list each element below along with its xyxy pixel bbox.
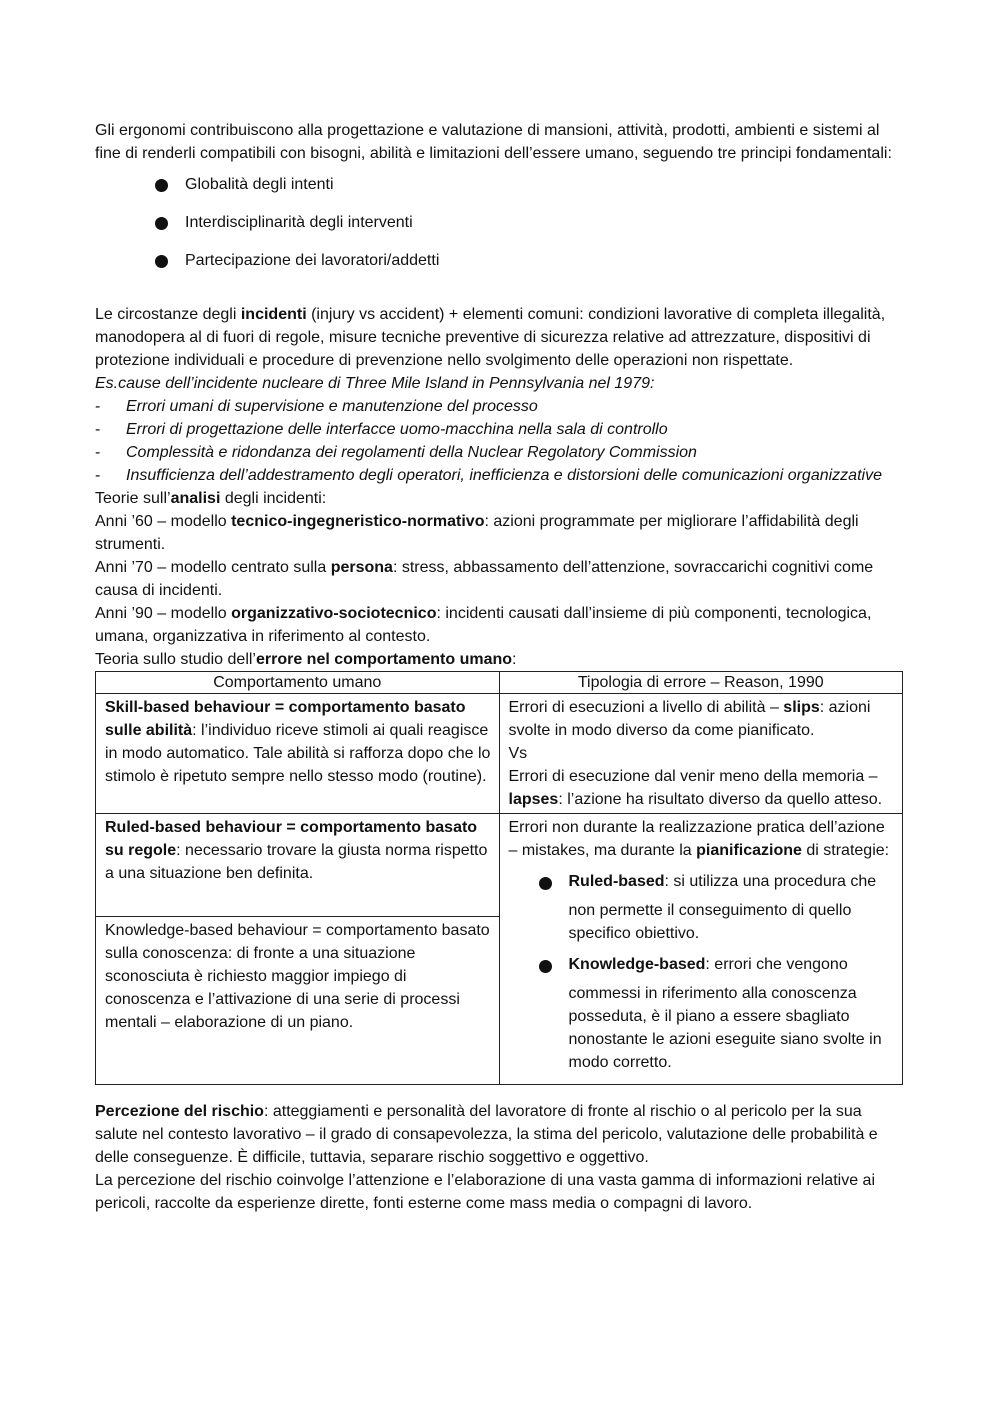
principles-list — [95, 173, 905, 272]
table-header-row — [96, 672, 903, 694]
bullet-icon — [155, 179, 168, 192]
theories-heading: Teorie sull’analisi degli incidenti: — [95, 490, 327, 507]
table-row — [96, 694, 903, 814]
error-table — [95, 671, 903, 1085]
example-title: Es.cause dell’incidente nucleare di Three Mile Island in Pennsylvania nel 1979: — [95, 375, 655, 392]
bullet-icon — [539, 877, 552, 890]
mistake-types-list — [509, 870, 895, 1074]
knowledge-cell: Knowledge-based behaviour = comportamento basato sulla conoscenza: di fronte a una situazione sconosciuta è richiesto maggior impiego di conoscenza e l’attivazione di una serie di processi mentali – elaborazione di un piano. — [96, 917, 500, 1085]
causes-list — [95, 395, 905, 487]
ruled-cell: Ruled-based behaviour = comportamento basato su regole: necessario trovare la giusta norma rispetto a una situazione ben definita. — [96, 814, 500, 917]
document-page — [95, 119, 905, 1215]
bullet-icon — [155, 217, 168, 230]
list-item: - Insufficienza dell’addestramento degli operatori, inefficienza e distorsioni delle comunicazioni organizzative — [95, 467, 882, 484]
skill-cell: Skill-based behaviour = comportamento basato sulle abilità: l’individuo riceve stimoli ai quali reagisce in modo automatico. Tale abilità si rafforza dopo che lo stimolo è ripetuto sempre nello stesso modo (routine). — [96, 694, 500, 814]
mistakes-cell: Errori non durante la realizzazione pratica dell’azione – mistakes, ma durante la pianificazione di strategie: Ruled-based: si utilizza una procedura che non permette il conseguimento di quello specifico obiettivo. Knowledge-based: errori che vengono commessi in riferimento alla conoscenza posseduta, è il piano a essere sbagliato nonostante le azioni eseguite siano svolte in modo corretto. — [499, 814, 903, 1085]
model-70: Anni ’70 – modello centrato sulla persona: stress, abbassamento dell’attenzione, sovraccarichi cognitivi come causa di incidenti. — [95, 559, 874, 599]
slips-cell: Errori di esecuzioni a livello di abilità – slips: azioni svolte in modo diverso da come pianificato. Vs Errori di esecuzione dal venir meno della memoria – lapses: l’azione ha risultato diverso da quello atteso. — [499, 694, 903, 814]
list-item: - Complessità e ridondanza dei regolamenti della Nuclear Regolatory Commission — [95, 444, 697, 461]
bullet-icon — [155, 255, 168, 268]
table-header: Comportamento umano — [96, 672, 500, 694]
model-90: Anni ’90 – modello organizzativo-sociotecnico: incidenti causati dall’insieme di più componenti, tecnologica, umana, organizzativa in riferimento al contesto. — [95, 605, 872, 645]
table-row — [96, 814, 903, 917]
risk-paragraph-2: La percezione del rischio coinvolge l’attenzione e l’elaborazione di una vasta gamma di informazioni relative ai pericoli, raccolte da esperienze dirette, fonti esterne come mass media o compagni di lavoro. — [95, 1172, 875, 1212]
intro-paragraph: Gli ergonomi contribuiscono alla progettazione e valutazione di mansioni, attività, prodotti, ambienti e sistemi al fine di renderli compatibili con bisogni, abilità e limitazioni dell’essere umano, seguendo tre principi fondamentali: — [95, 122, 892, 162]
list-item: Interdisciplinarità degli interventi — [155, 211, 905, 234]
list-item: - Errori di progettazione delle interfacce uomo-macchina nella sala di controllo — [95, 421, 668, 438]
error-theory-heading: Teoria sullo studio dell’errore nel comportamento umano: — [95, 651, 517, 668]
table-header: Tipologia di errore – Reason, 1990 — [499, 672, 903, 694]
incidents-paragraph: Le circostanze degli incidenti (injury vs accident) + elementi comuni: condizioni lavorative di completa illegalità, manodopera al di fuori di regole, misure tecniche preventive di sicurezza relative ad attrezzature, dispositivi di protezione individuali e procedure di prevenzione nello svolgimento delle operazioni non rispettate. — [95, 306, 886, 369]
list-item: Knowledge-based: errori che vengono commessi in riferimento alla conoscenza posseduta, è il piano a essere sbagliato nonostante le azioni eseguite siano svolte in modo corretto. — [539, 953, 895, 1074]
risk-paragraph: Percezione del rischio: atteggiamenti e personalità del lavoratore di fronte al rischio o al pericolo per la sua salute nel contesto lavorativo – il grado di consapevolezza, la stima del pericolo, valutazione delle probabilità e delle conseguenze. È difficile, tuttavia, separare rischio soggettivo e oggettivo. — [95, 1103, 878, 1166]
list-item: Ruled-based: si utilizza una procedura che non permette il conseguimento di quello specifico obiettivo. — [539, 870, 895, 945]
model-60: Anni ’60 – modello tecnico-ingegneristico-normativo: azioni programmate per migliorare l’affidabilità degli strumenti. — [95, 513, 859, 553]
bullet-icon — [539, 960, 552, 973]
list-item: Partecipazione dei lavoratori/addetti — [155, 249, 905, 272]
list-item: Globalità degli intenti — [155, 173, 905, 196]
list-item: - Errori umani di supervisione e manutenzione del processo — [95, 398, 538, 415]
